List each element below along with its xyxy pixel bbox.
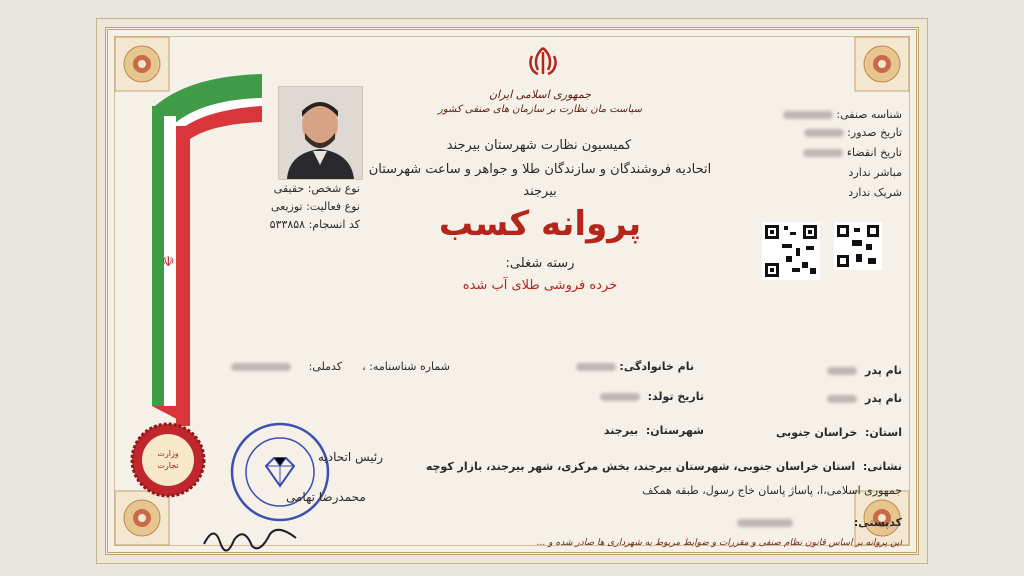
license-title: پروانه کسب [438, 204, 642, 244]
qr-code-icon [762, 222, 820, 280]
ornament-corner-icon [853, 35, 911, 93]
national-code-field: کدملی: [231, 360, 342, 373]
province-field: استان: خراسان جنوبی [776, 426, 902, 439]
union-stamp-icon [228, 420, 332, 524]
partner-status: شریک ندارد [848, 186, 902, 199]
commission-title: کمیسیون نظارت شهرستان بیرجند [446, 138, 632, 153]
svg-text:تجارت: تجارت [157, 461, 179, 470]
applicant-photo [278, 86, 363, 180]
union-title-line2: بیرجند [523, 184, 557, 199]
father-name-row-1: نام پدر [827, 364, 902, 377]
manager-status: مباشر ندارد [848, 166, 902, 179]
policy-line: سیاست مان نظارت بر سازمان های صنفی کشور [438, 104, 642, 115]
county-field: شهرستان: بیرجند [603, 424, 704, 437]
activity-type: نوع فعالیت: توزیعی [271, 200, 360, 213]
footer-note: این پروانه بر اساس قانون نظام صنفی و مقررات و ضوابط مربوط به شهرداری ها صادر شده و ... [536, 538, 902, 548]
union-head-name: محمدرضا تهامی [286, 490, 366, 504]
svg-text:وزارت: وزارت [157, 449, 179, 458]
father-name-row-2: نام پدر [827, 392, 902, 405]
id-number-field: شماره شناسنامه: ، [362, 360, 450, 373]
flag-ribbon-icon [150, 66, 270, 436]
union-title-line1: اتحادیه فروشندگان و سازندگان طلا و جواهر و ساعت شهرستان [368, 162, 712, 177]
family-name-field: نام خانوادگی: [576, 360, 694, 373]
svg-text:☫: ☫ [162, 254, 175, 270]
expiry-date: تاریخ انقضاء [803, 146, 902, 159]
address-line-1: نشانی: استان خراسان جنوبی، شهرستان بیرجند، بخش مرکزی، شهر بیرجند، بازار کوچه [425, 460, 902, 473]
iran-emblem-icon [526, 44, 560, 80]
republic-title: جمهوری اسلامی ایران [488, 88, 592, 101]
guild-id: شناسه صنفی: [783, 108, 902, 121]
ministry-seal-icon [128, 420, 208, 500]
address-line-2: جمهوری اسلامی،ا، پاساژ پاسان خاج رسول، طبقه همکف [642, 484, 902, 497]
postal-code-field: کدپستی: [737, 516, 902, 529]
birth-date-field: تاریخ تولد: [600, 390, 704, 403]
union-head-title: رئیس اتحادیه [318, 450, 384, 464]
person-type: نوع شخص: حقیقی [273, 182, 360, 195]
job-category-label: رسته شغلی: [505, 256, 575, 271]
integration-code: کد انسجام: ۵۳۳۸۵۸ [269, 218, 360, 231]
qr-code-small-icon [834, 222, 882, 270]
job-category-value: خرده فروشی طلای آب شده [462, 278, 618, 293]
issue-date: تاریخ صدور: [804, 126, 902, 139]
signature-icon [200, 520, 300, 556]
